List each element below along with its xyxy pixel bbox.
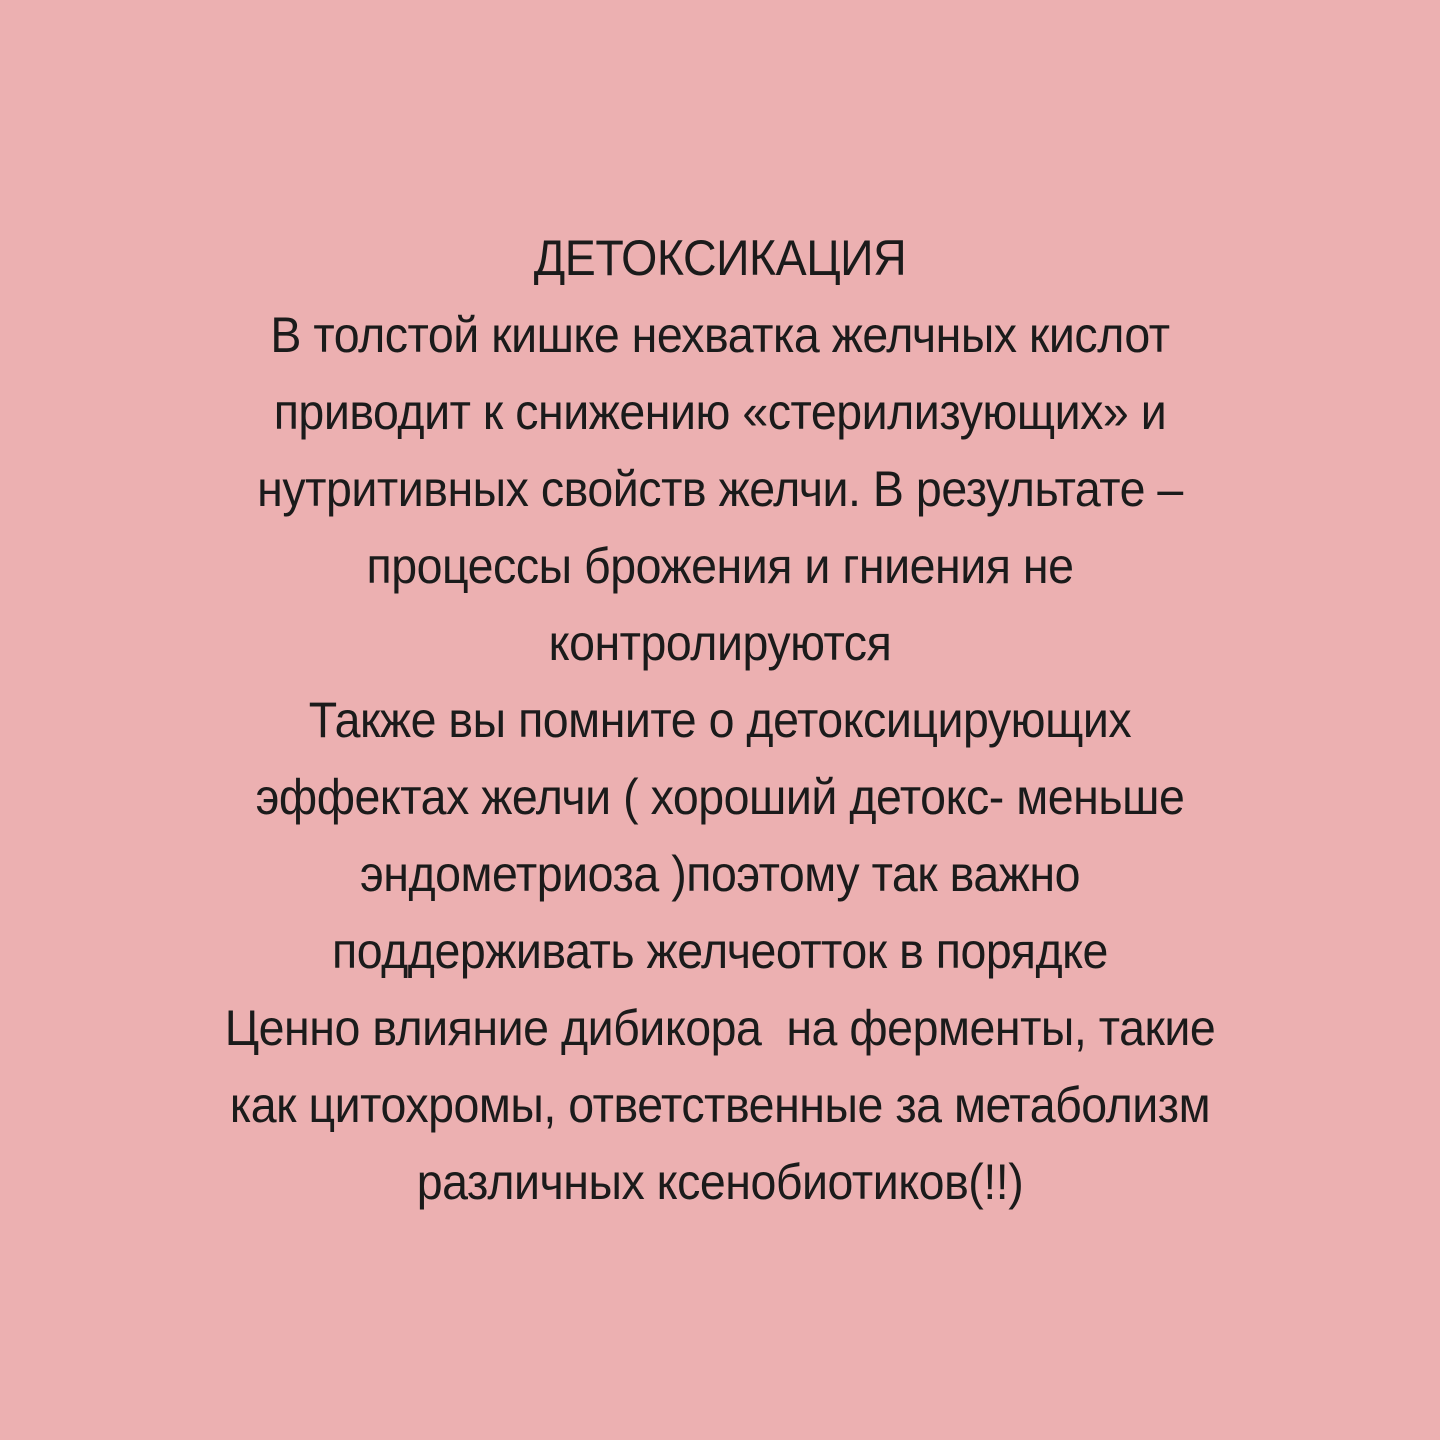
text-line: Ценно влияние дибикора на ферменты, такие (224, 999, 1216, 1056)
text-line: В толстой кишке нехватка желчных кислот (270, 306, 1170, 363)
text-line: поддерживать желчеотток в порядке (332, 922, 1108, 979)
text-line: контролируются (548, 614, 892, 671)
text-line: нутритивных свойств желчи. В результате – (257, 460, 1183, 517)
text-line: эндометриоза )поэтому так важно (360, 845, 1080, 902)
slide-title: ДЕТОКСИКАЦИЯ (533, 229, 907, 286)
text-line: различных ксенобиотиков(!!) (416, 1153, 1024, 1210)
text-line: приводит к снижению «стерилизующих» и (273, 383, 1167, 440)
text-line: как цитохромы, ответственные за метаболизм (229, 1076, 1211, 1133)
text-line: эффектах желчи ( хороший детокс- меньше (255, 768, 1185, 825)
text-block (88, 220, 1353, 1221)
text-line: процессы брожения и гниения не (366, 537, 1074, 594)
text-line: Также вы помните о детоксицирующих (308, 691, 1132, 748)
